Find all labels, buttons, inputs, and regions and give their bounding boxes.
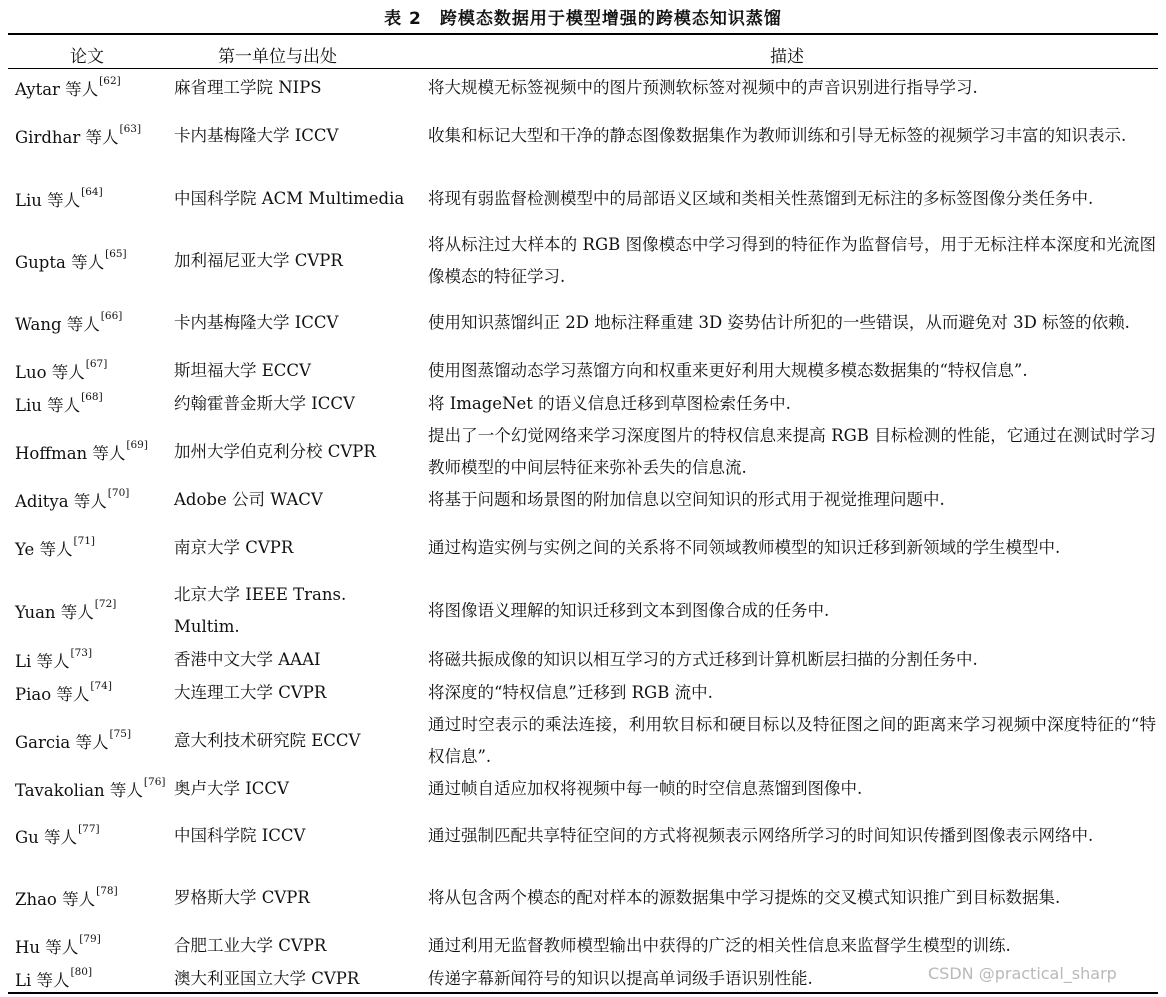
author: Hoffman 等人 bbox=[15, 444, 126, 463]
header-rule bbox=[8, 68, 1158, 69]
bottom-rule bbox=[8, 992, 1158, 994]
ref: [74] bbox=[90, 680, 112, 692]
unit-cell: 中国科学院 ACM Multimedia bbox=[174, 189, 405, 208]
unit-cell: 卡内基梅隆大学 ICCV bbox=[174, 312, 339, 332]
table-number: 表 2 bbox=[384, 9, 422, 29]
desc-cell: 将从包含两个模态的配对样本的源数据集中学习提炼的交叉模式知识推广到目标数据集. bbox=[428, 888, 1061, 907]
unit-cell: 澳大利亚国立大学 CVPR bbox=[174, 969, 360, 988]
author: Liu 等人 bbox=[15, 396, 81, 415]
author: Gupta 等人 bbox=[15, 252, 105, 272]
unit-cell: 大连理工大学 CVPR bbox=[174, 683, 327, 702]
unit-cell: 南京大学 CVPR bbox=[174, 538, 294, 557]
desc-cell: 传递字幕新闻符号的知识以提高单词级手语识别性能. bbox=[428, 969, 813, 988]
author: Hu 等人 bbox=[15, 938, 79, 957]
author: Aytar 等人 bbox=[15, 80, 99, 99]
table-row bbox=[0, 104, 1166, 168]
table-row bbox=[0, 72, 1166, 104]
paper-cell bbox=[15, 676, 175, 710]
author: Li 等人 bbox=[15, 971, 70, 990]
desc-cell: 通过强制匹配共享特征空间的方式将视频表示网络所学习的时间知识传播到图像表示网络中. bbox=[428, 826, 1094, 845]
ref: [77] bbox=[78, 823, 100, 835]
table-row bbox=[0, 676, 1166, 710]
header-desc: 描述 bbox=[770, 47, 804, 67]
author: Girdhar 等人 bbox=[15, 128, 119, 147]
paper-cell bbox=[15, 643, 175, 676]
header-paper: 论文 bbox=[70, 47, 104, 67]
author: Luo 等人 bbox=[15, 362, 85, 382]
ref: [65] bbox=[105, 247, 127, 260]
desc-cell: 将现有弱监督检测模型中的局部语义区域和类相关性蒸馏到无标注的多标签图像分类任务中. bbox=[428, 189, 1094, 208]
paper-cell bbox=[15, 168, 175, 230]
watermark: CSDN @practical_sharp bbox=[928, 964, 1117, 983]
unit-cell: 中国科学院 ICCV bbox=[174, 826, 306, 845]
desc-cell: 通过帧自适应加权将视频中每一帧的时空信息蒸馏到图像中. bbox=[428, 778, 863, 798]
paper-cell bbox=[15, 929, 175, 963]
table-row bbox=[0, 929, 1166, 963]
paper-cell bbox=[15, 963, 175, 995]
paper-cell bbox=[15, 354, 175, 387]
paper-cell bbox=[15, 387, 175, 421]
unit-cell: 北京大学 IEEE Trans. Multim. bbox=[174, 585, 347, 636]
author: Piao 等人 bbox=[15, 685, 90, 704]
ref: [80] bbox=[70, 966, 93, 978]
ref: [76] bbox=[143, 775, 166, 788]
paper-cell bbox=[15, 772, 175, 805]
ref: [67] bbox=[85, 357, 108, 370]
table-row bbox=[0, 867, 1166, 929]
ref: [63] bbox=[119, 123, 142, 135]
table-body bbox=[0, 72, 1166, 995]
paper-cell bbox=[15, 579, 175, 643]
paper-cell bbox=[15, 805, 175, 867]
unit-cell: 意大利技术研究院 ECCV bbox=[174, 731, 361, 750]
unit-cell: 斯坦福大学 ECCV bbox=[174, 360, 311, 380]
ref: [69] bbox=[126, 439, 148, 451]
table-row bbox=[0, 230, 1166, 291]
paper-cell bbox=[15, 867, 175, 929]
paper-cell bbox=[15, 104, 175, 168]
author: Yuan 等人 bbox=[15, 603, 94, 622]
desc-cell: 通过利用无监督教师模型输出中获得的广泛的相关性信息来监督学生模型的训练. bbox=[428, 936, 1011, 955]
unit-cell: 加州大学伯克利分校 CVPR bbox=[174, 442, 376, 461]
table-row bbox=[0, 354, 1166, 387]
author: Liu 等人 bbox=[15, 191, 81, 210]
table-row bbox=[0, 579, 1166, 643]
author: Li 等人 bbox=[15, 651, 70, 671]
table-caption bbox=[0, 4, 1166, 29]
paper-cell bbox=[15, 710, 175, 772]
table-row bbox=[0, 168, 1166, 230]
ref: [64] bbox=[81, 186, 103, 198]
top-rule bbox=[8, 33, 1158, 35]
table-row bbox=[0, 772, 1166, 805]
paper-cell bbox=[15, 517, 175, 579]
desc-cell: 将基于问题和场景图的附加信息以空间知识的形式用于视觉推理问题中. bbox=[428, 490, 945, 509]
table-row bbox=[0, 483, 1166, 517]
table-row bbox=[0, 421, 1166, 483]
unit-cell: 合肥工业大学 CVPR bbox=[174, 936, 327, 955]
paper-cell bbox=[15, 483, 175, 517]
table-row bbox=[0, 517, 1166, 579]
table-row bbox=[0, 387, 1166, 421]
paper-cell bbox=[15, 291, 175, 354]
unit-cell: 奥卢大学 ICCV bbox=[174, 778, 289, 798]
unit-cell: 香港中文大学 AAAI bbox=[174, 649, 321, 669]
desc-cell: 将图像语义理解的知识迁移到文本到图像合成的任务中. bbox=[428, 601, 830, 620]
desc-cell: 通过构造实例与实例之间的关系将不同领域教师模型的知识迁移到新领域的学生模型中. bbox=[428, 538, 1061, 557]
desc-cell: 使用图蒸馏动态学习蒸馏方向和权重来更好利用大规模多模态数据集的“特权信息”. bbox=[428, 360, 1028, 380]
header-unit: 第一单位与出处 bbox=[218, 47, 337, 67]
unit-cell: 卡内基梅隆大学 ICCV bbox=[174, 126, 339, 145]
table-title: 跨模态数据用于模型增强的跨模态知识蒸馏 bbox=[439, 9, 782, 29]
desc-cell: 将磁共振成像的知识以相互学习的方式迁移到计算机断层扫描的分割任务中. bbox=[428, 649, 978, 669]
ref: [75] bbox=[109, 728, 132, 740]
table-row bbox=[0, 643, 1166, 676]
desc-cell: 将深度的“特权信息”迁移到 RGB 流中. bbox=[428, 683, 713, 702]
ref: [66] bbox=[100, 309, 123, 322]
paper-cell bbox=[15, 72, 175, 104]
ref: [78] bbox=[96, 885, 118, 897]
unit-cell: 麻省理工学院 NIPS bbox=[174, 78, 322, 97]
paper-cell bbox=[15, 230, 175, 291]
desc-cell: 将大规模无标签视频中的图片预测软标签对视频中的声音识别进行指导学习. bbox=[428, 78, 978, 97]
paper-cell bbox=[15, 421, 175, 483]
author: Gu 等人 bbox=[15, 828, 78, 847]
ref: [62] bbox=[99, 75, 121, 87]
ref: [71] bbox=[73, 535, 96, 547]
ref: [72] bbox=[94, 598, 117, 610]
desc-cell: 将从标注过大样本的 RGB 图像模态中学习得到的特征作为监督信号，用于无标注样本深度和光流图像模态的特征学习. bbox=[428, 234, 1156, 286]
author: Aditya 等人 bbox=[15, 492, 107, 511]
author: Zhao 等人 bbox=[15, 890, 96, 909]
unit-cell: 罗格斯大学 CVPR bbox=[174, 888, 310, 907]
desc-cell: 提出了一个幻觉网络来学习深度图片的特权信息来提高 RGB 目标检测的性能，它通过在测试时学习教师模型的中间层特征来弥补丢失的信息流. bbox=[428, 426, 1156, 477]
author: Tavakolian 等人 bbox=[15, 780, 143, 800]
table-row bbox=[0, 291, 1166, 354]
author: Ye 等人 bbox=[15, 540, 73, 559]
desc-cell: 使用知识蒸馏纠正 2D 地标注释重建 3D 姿势估计所犯的一些错误，从而避免对 3D 标签的依赖. bbox=[428, 312, 1130, 332]
unit-cell: 约翰霍普金斯大学 ICCV bbox=[174, 394, 355, 413]
table-row bbox=[0, 805, 1166, 867]
unit-cell: 加利福尼亚大学 CVPR bbox=[174, 250, 343, 270]
ref: [79] bbox=[79, 933, 101, 945]
desc-cell: 收集和标记大型和干净的静态图像数据集作为教师训练和引导无标签的视频学习丰富的知识表示. bbox=[428, 126, 1127, 145]
author: Garcia 等人 bbox=[15, 733, 109, 752]
ref: [70] bbox=[107, 487, 130, 499]
desc-cell: 通过时空表示的乘法连接，利用软目标和硬目标以及特征图之间的距离来学习视频中深度特征的“特权信息”. bbox=[428, 715, 1156, 766]
author: Wang 等人 bbox=[15, 314, 100, 334]
ref: [68] bbox=[81, 391, 103, 403]
ref: [73] bbox=[70, 646, 93, 659]
desc-cell: 将 ImageNet 的语义信息迁移到草图检索任务中. bbox=[428, 394, 791, 413]
unit-cell: Adobe 公司 WACV bbox=[174, 490, 323, 509]
table-row bbox=[0, 710, 1166, 772]
